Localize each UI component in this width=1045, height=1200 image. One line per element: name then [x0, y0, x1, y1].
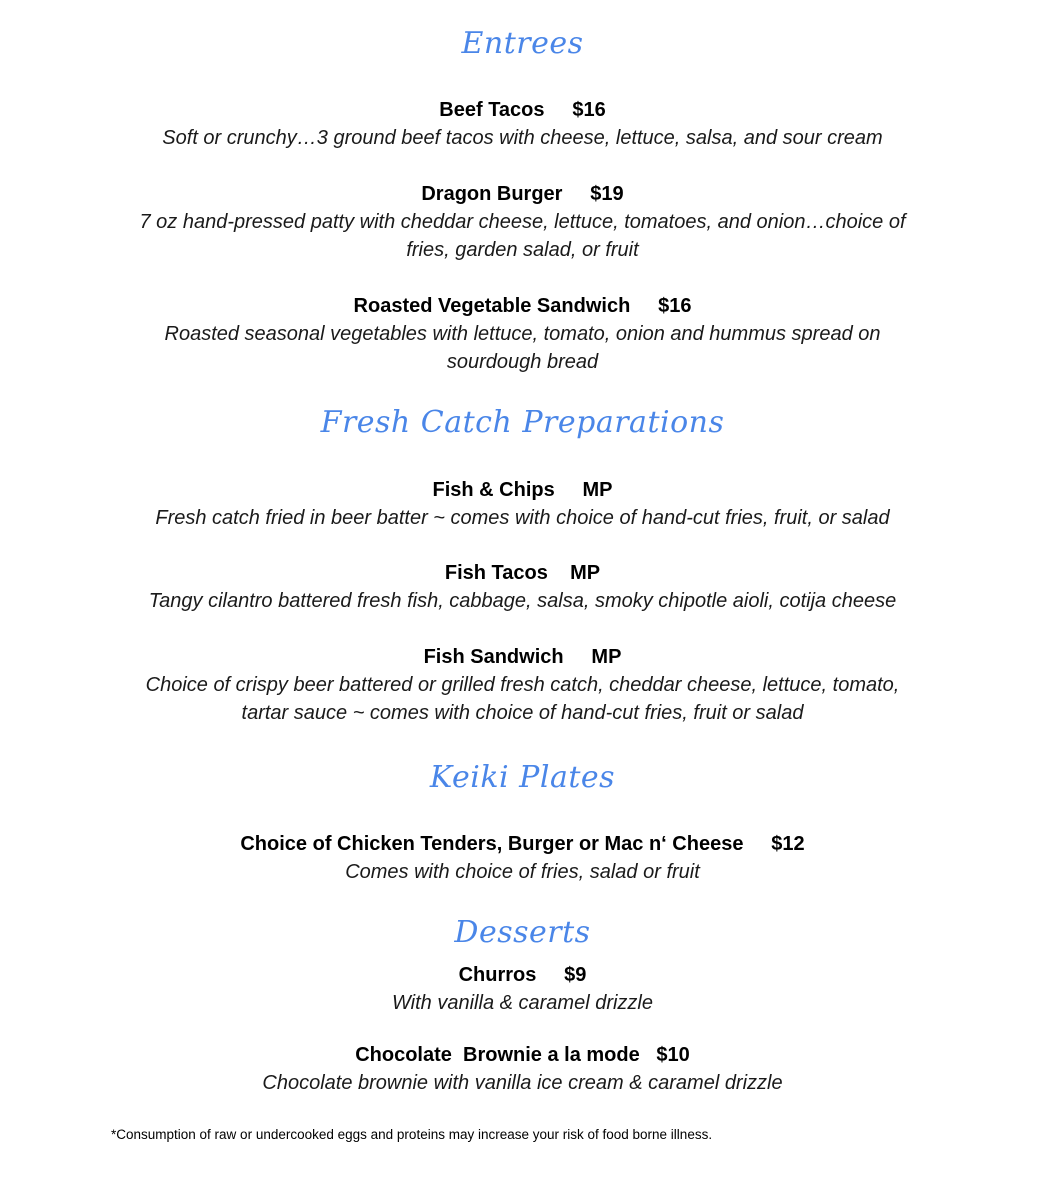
item-description: Chocolate brownie with vanilla ice cream & caramel drizzle: [262, 1072, 783, 1094]
item-name: Fish Sandwich: [423, 646, 564, 668]
item-price: MP: [570, 562, 601, 584]
item-heading: [100, 643, 945, 671]
item-heading: [100, 559, 945, 587]
menu-item-fish-and-chips: [100, 476, 945, 532]
item-price: $12: [771, 833, 805, 855]
item-description-line: fries, garden salad, or fruit: [406, 239, 639, 261]
section-title-desserts: Desserts: [454, 915, 591, 950]
menu-item-beef-tacos: [100, 96, 945, 152]
item-description-line: 7 oz hand-pressed patty with cheddar cheese, lettuce, tomatoes, and onion…choice of: [139, 211, 906, 233]
item-name: Fish & Chips: [432, 479, 555, 501]
item-heading: [100, 96, 945, 124]
item-name: Fish Tacos: [444, 562, 548, 584]
item-description-line: Choice of crispy beer battered or grilled fresh catch, cheddar cheese, lettuce, tomato,: [145, 674, 900, 696]
item-name: Dragon Burger: [421, 183, 563, 205]
item-price: MP: [582, 479, 613, 501]
item-name: Beef Tacos: [439, 99, 545, 121]
item-heading: [100, 180, 945, 208]
item-name: Chocolate Brownie a la mode: [355, 1044, 640, 1066]
item-price: $19: [590, 183, 624, 205]
item-heading: [100, 961, 945, 989]
item-name: Roasted Vegetable Sandwich: [353, 295, 631, 317]
item-name: Churros: [458, 964, 537, 986]
item-heading: [100, 1041, 945, 1069]
item-description-line: Roasted seasonal vegetables with lettuce, tomato, onion and hummus spread on: [164, 323, 881, 345]
item-price: $16: [658, 295, 692, 317]
item-heading: [100, 830, 945, 858]
item-price: $10: [656, 1044, 690, 1066]
menu-item-churros: [100, 961, 945, 1017]
item-description: Fresh catch fried in beer batter ~ comes with choice of hand-cut fries, fruit, or salad: [155, 507, 890, 529]
section-title-entrees: Entrees: [461, 26, 584, 61]
section-title-fresh-catch: Fresh Catch Preparations: [320, 405, 725, 440]
section-title-keiki-plates: Keiki Plates: [429, 760, 616, 795]
item-description: Soft or crunchy…3 ground beef tacos with cheese, lettuce, salsa, and sour cream: [162, 127, 883, 149]
item-description: Tangy cilantro battered fresh fish, cabbage, salsa, smoky chipotle aioli, cotija cheese: [148, 590, 897, 612]
food-safety-footnote: *Consumption of raw or undercooked eggs and proteins may increase your risk of food borne illness.: [111, 1127, 713, 1142]
menu-item-chocolate-brownie: [100, 1041, 945, 1097]
item-description: With vanilla & caramel drizzle: [391, 992, 653, 1014]
menu-item-roasted-vegetable-sandwich: [100, 292, 945, 376]
menu-item-fish-sandwich: [100, 643, 945, 727]
item-description: Comes with choice of fries, salad or fruit: [345, 861, 700, 883]
item-price: $16: [572, 99, 606, 121]
item-name: Choice of Chicken Tenders, Burger or Mac n‘ Cheese: [240, 833, 744, 855]
item-heading: [100, 292, 945, 320]
menu-item-dragon-burger: [100, 180, 945, 264]
item-description-line: tartar sauce ~ comes with choice of hand-cut fries, fruit or salad: [241, 702, 804, 724]
item-description-line: sourdough bread: [446, 351, 599, 373]
item-price: MP: [591, 646, 622, 668]
menu-item-fish-tacos: [100, 559, 945, 615]
item-price: $9: [564, 964, 587, 986]
item-heading: [100, 476, 945, 504]
menu-item-keiki-plate: [100, 830, 945, 886]
